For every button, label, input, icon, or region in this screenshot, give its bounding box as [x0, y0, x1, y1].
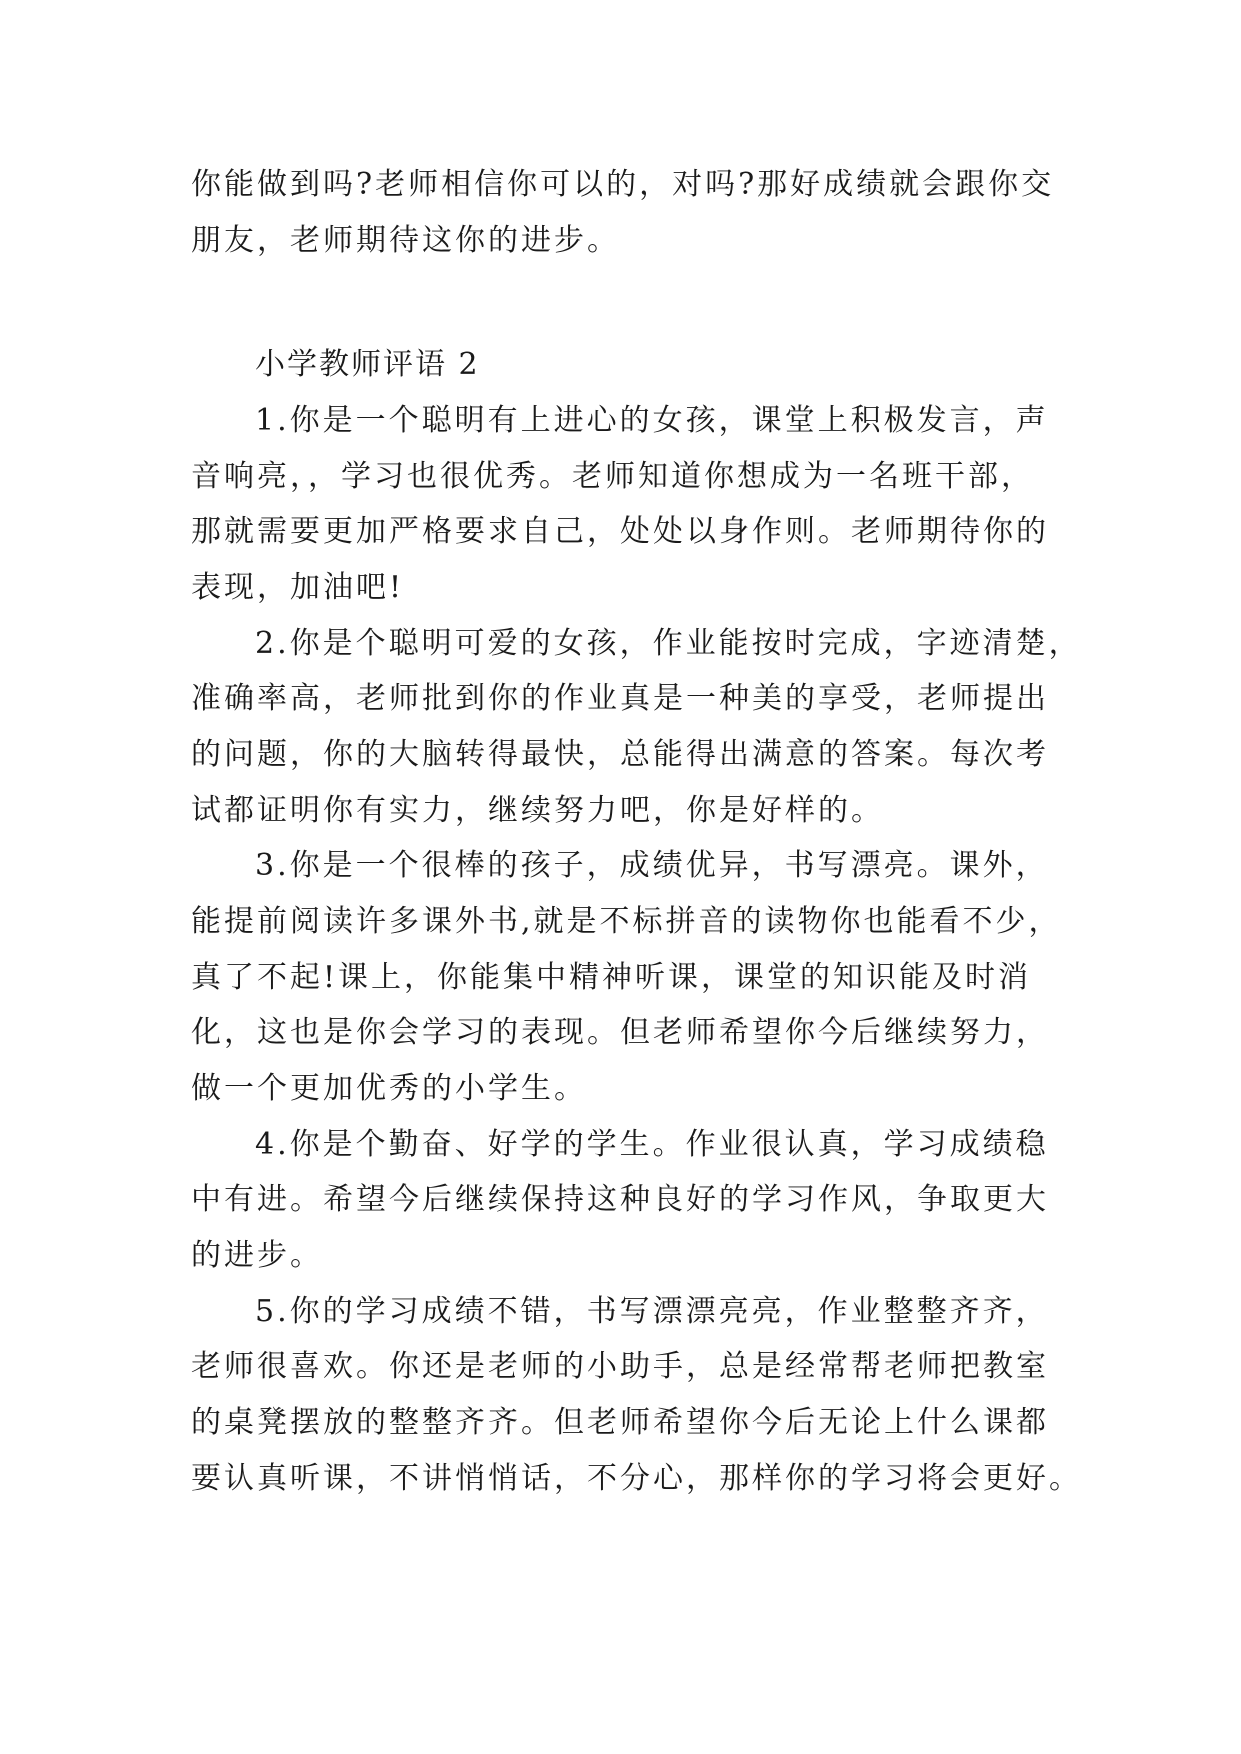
item-1-line-4: 表现，加油吧! — [191, 570, 405, 605]
item-1-line-2: 音响亮，，学习也很优秀。老师知道你想成为一名班干部， — [191, 459, 1034, 494]
item-5-line-2: 老师很喜欢。你还是老师的小助手，总是经常帮老师把教室 — [191, 1349, 1049, 1384]
item-5-line-1: 5.你的学习成绩不错，书写漂漂亮亮，作业整整齐齐， — [255, 1294, 1049, 1329]
item-2-line-1: 2.你是个聪明可爱的女孩，作业能按时完成，字迹清楚， — [255, 626, 1082, 661]
item-2-line-3: 的问题，你的大脑转得最快，总能得出满意的答案。每次考 — [191, 737, 1049, 772]
item-3-line-2: 能提前阅读许多课外书,就是不标拼音的读物你也能看不少， — [191, 904, 1062, 939]
item-5-line-4: 要认真听课，不讲悄悄话，不分心，那样你的学习将会更好。 — [191, 1461, 1082, 1496]
item-4-line-3: 的进步。 — [191, 1238, 323, 1273]
intro-line-2: 朋友，老师期待这你的进步。 — [191, 223, 620, 258]
item-1-line-1: 1.你是一个聪明有上进心的女孩，课堂上积极发言，声 — [255, 403, 1049, 438]
item-1-line-3: 那就需要更加严格要求自己，处处以身作则。老师期待你的 — [191, 514, 1049, 549]
intro-line-1: 你能做到吗?老师相信你可以的，对吗?那好成绩就会跟你交 — [191, 167, 1055, 202]
item-2-line-4: 试都证明你有实力，继续努力吧，你是好样的。 — [191, 793, 884, 828]
item-3-line-5: 做一个更加优秀的小学生。 — [191, 1071, 587, 1106]
item-4-line-1: 4.你是个勤奋、好学的学生。作业很认真，学习成绩稳 — [255, 1127, 1049, 1162]
item-2-line-2: 准确率高，老师批到你的作业真是一种美的享受，老师提出 — [191, 681, 1049, 716]
item-5-line-3: 的桌凳摆放的整整齐齐。但老师希望你今后无论上什么课都 — [191, 1405, 1049, 1440]
section-title: 小学教师评语 2 — [255, 347, 480, 382]
item-3-line-3: 真了不起!课上，你能集中精神听课，课堂的知识能及时消 — [191, 960, 1032, 995]
item-3-line-4: 化，这也是你会学习的表现。但老师希望你今后继续努力， — [191, 1015, 1049, 1050]
item-3-line-1: 3.你是一个很棒的孩子，成绩优异，书写漂亮。课外， — [255, 848, 1049, 883]
item-4-line-2: 中有进。希望今后继续保持这种良好的学习作风，争取更大 — [191, 1182, 1049, 1217]
